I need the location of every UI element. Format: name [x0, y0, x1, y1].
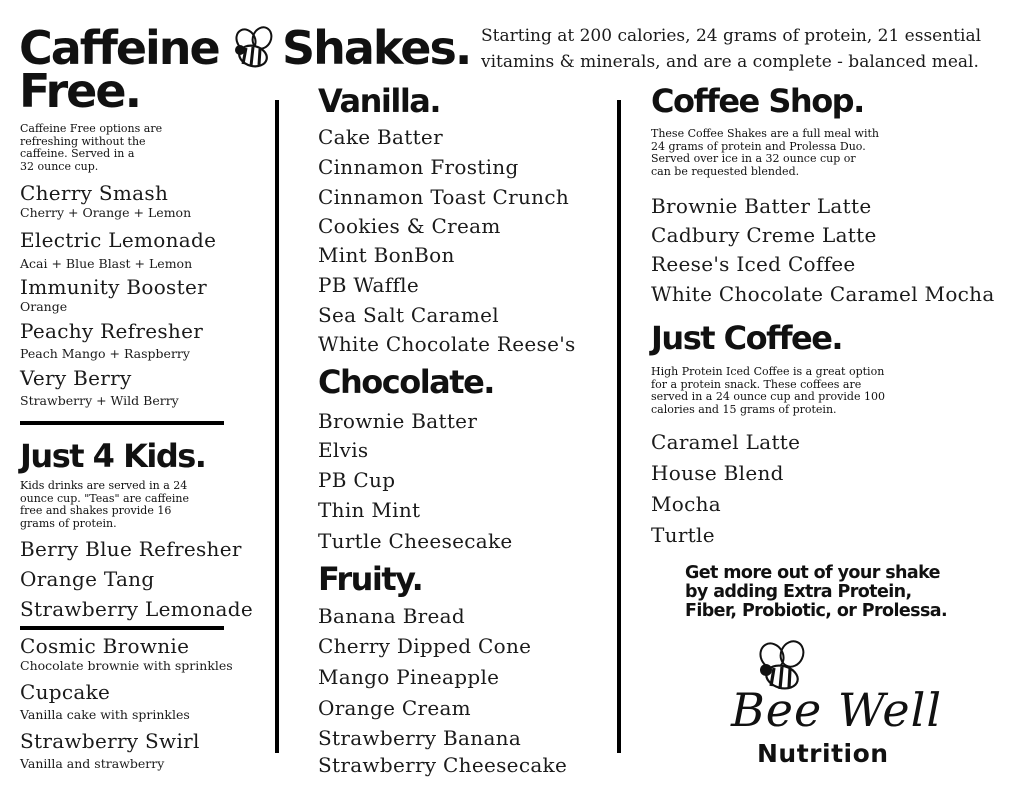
menu-item-ingredients: Strawberry + Wild Berry: [20, 393, 179, 408]
page-title-shakes: Shakes.: [282, 21, 471, 75]
menu-item-name: Banana Bread: [318, 604, 466, 628]
menu-item-name: Mint BonBon: [318, 243, 455, 267]
menu-item-name: Mango Pineapple: [318, 665, 500, 689]
brand-logo-script: Bee Well: [731, 683, 943, 737]
menu-item-ingredients: Acai + Blue Blast + Lemon: [20, 256, 193, 271]
menu-item-name: Orange Tang: [20, 567, 155, 591]
menu-item-name: Strawberry Swirl: [20, 729, 200, 753]
kids-description: Kids drinks are served in a 24 ounce cup. "Teas" are caffeine free and shakes provide 16 grams of protein.: [20, 479, 190, 530]
tagline: Starting at 200 calories, 24 grams of protein, 21 essential vitamins & minerals, and are a complete - balanced meal.: [481, 26, 982, 72]
menu-item-ingredients: Orange: [20, 299, 68, 314]
menu-item-name: Brownie Batter: [318, 409, 478, 433]
menu-item-name: Elvis: [318, 438, 369, 462]
column-divider: [617, 100, 621, 753]
menu-item-name: Cadbury Creme Latte: [651, 223, 877, 247]
menu-item-name: Cherry Dipped Cone: [318, 634, 532, 658]
menu-item-name: Cupcake: [20, 680, 111, 704]
divider: [20, 421, 224, 425]
menu-item-name: Strawberry Lemonade: [20, 597, 254, 621]
menu-item-name: House Blend: [651, 461, 784, 485]
menu-item-name: Strawberry Banana: [318, 726, 522, 750]
menu-item-name: Thin Mint: [318, 498, 421, 522]
menu-item-name: Reese's Iced Coffee: [651, 252, 856, 276]
section-title-coffee-shop: Coffee Shop.: [651, 82, 864, 120]
menu-item-name: Electric Lemonade: [20, 228, 217, 252]
menu-item-name: Turtle: [651, 523, 715, 547]
caffeine-free-description: Caffeine Free options are refreshing without the caffeine. Served in a 32 ounce cup.: [20, 122, 163, 173]
menu-item-name: Cake Batter: [318, 125, 443, 149]
bee-icon: [228, 26, 278, 72]
menu-item-name: Orange Cream: [318, 696, 471, 720]
menu-item-name: Immunity Booster: [20, 275, 207, 299]
menu-item-name: Very Berry: [20, 366, 132, 390]
section-title-kids: Just 4 Kids.: [20, 437, 206, 475]
menu-item-name: White Chocolate Reese's: [318, 332, 576, 356]
page-title-free: Free.: [19, 64, 141, 118]
promo-text: Get more out of your shake by adding Extra Protein, Fiber, Probiotic, or Prolessa.: [685, 563, 948, 621]
menu-item-name: Cinnamon Toast Crunch: [318, 185, 570, 209]
menu-item-name: Cinnamon Frosting: [318, 155, 519, 179]
just-coffee-description: High Protein Iced Coffee is a great option for a protein snack. These coffees are served in a 24 ounce cup and provide 100 calories and 15 grams of protein.: [651, 365, 885, 416]
menu-item-name: Mocha: [651, 492, 722, 516]
divider: [20, 626, 224, 630]
menu-item-name: Peachy Refresher: [20, 319, 204, 343]
menu-item-name: Cookies & Cream: [318, 214, 501, 238]
section-title-chocolate: Chocolate.: [318, 363, 494, 401]
menu-item-name: Brownie Batter Latte: [651, 194, 872, 218]
section-title-just-coffee: Just Coffee.: [651, 319, 843, 357]
page-title-caffeine: Caffeine: [19, 21, 219, 75]
menu-item-name: PB Cup: [318, 468, 396, 492]
menu-item-name: Cosmic Brownie: [20, 634, 190, 658]
column-divider: [275, 100, 279, 753]
menu-item-description: Vanilla and strawberry: [20, 756, 165, 771]
menu-item-name: Caramel Latte: [651, 430, 801, 454]
menu-item-description: Vanilla cake with sprinkles: [20, 707, 190, 722]
menu-item-ingredients: Cherry + Orange + Lemon: [20, 205, 192, 220]
menu-item-description: Chocolate brownie with sprinkles: [20, 658, 233, 673]
menu-item-name: White Chocolate Caramel Mocha: [651, 282, 995, 306]
menu-item-name: PB Waffle: [318, 273, 419, 297]
menu-item-name: Berry Blue Refresher: [20, 537, 242, 561]
menu-item-name: Cherry Smash: [20, 181, 169, 205]
section-title-fruity: Fruity.: [318, 560, 423, 598]
menu-item-name: Sea Salt Caramel: [318, 303, 499, 327]
menu-item-name: Strawberry Cheesecake: [318, 753, 568, 777]
brand-logo-subtitle: Nutrition: [757, 739, 889, 768]
coffee-shop-description: These Coffee Shakes are a full meal with 24 grams of protein and Prolessa Duo. Served over ice in a 32 ounce cup or can be requested blended.: [651, 127, 879, 178]
menu-item-ingredients: Peach Mango + Raspberry: [20, 346, 190, 361]
menu-item-name: Turtle Cheesecake: [318, 529, 513, 553]
section-title-vanilla: Vanilla.: [318, 82, 441, 120]
